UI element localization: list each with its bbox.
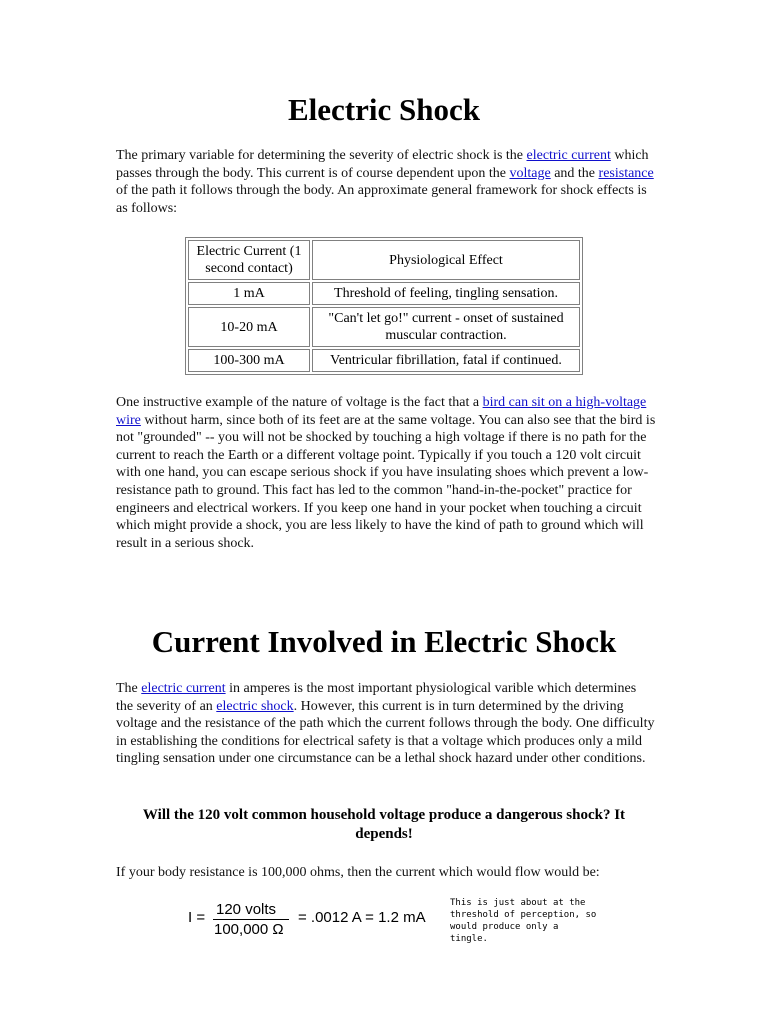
formula-numerator: 120 volts [216,901,277,918]
electric-shock-link[interactable]: electric shock [216,698,294,714]
page-title: Electric Shock [288,92,480,127]
bird-on-wire-link[interactable]: bird can sit on a high-voltage wire [116,395,647,428]
bird-example-paragraph [116,394,656,552]
formula-lhs: I = [188,909,206,926]
voltage-link[interactable]: voltage [509,165,551,181]
effect-cell: "Can't let go!" current - onset of sustained muscular contraction. [312,307,580,347]
intro-text-1: The primary variable for determining the severity of electric shock is the [116,148,527,163]
header-physiological-effect: Physiological Effect [312,240,580,280]
table-row [188,282,580,305]
fraction-bar [213,919,289,920]
current-paragraph [116,680,656,768]
table-row [188,349,580,372]
bird-text-1: One instructive example of the nature of voltage is the fact that a [116,395,483,410]
current-cell: 100-300 mA [188,349,310,372]
current-cell: 1 mA [188,282,310,305]
header-electric-current: Electric Current (1 second contact) [188,240,310,280]
intro-text-2: which passes through the body. This current is of course dependent upon the [116,148,649,181]
bird-text-2: without harm, since both of its feet are at the same voltage. You can also see that the bird is not "grounded" -- you will not be shocked by touching a high voltage if there is no path for the current to reach the Earth or a different voltage point. Typically if you touch a 120 volt circuit with one hand, you can escape serious shock if you have insulating shoes which prevent a low-resistance path to ground. This fact has led to the common "hand-in-the-pocket" practice for engineers and electrical workers. If you keep one hand in your pocket when touching a circuit which might provide a shock, you are less likely to have the kind of path to ground which will result in a serious shock. [116,412,656,551]
section-title: Current Involved in Electric Shock [151,624,617,659]
electric-current-link-2[interactable]: electric current [141,681,226,696]
formula-note: This is just about at the threshold of perception, so would produce only a tingle. [450,898,597,944]
formula-result: = .0012 A = 1.2 mA [298,909,426,926]
table-row [188,307,580,347]
intro-paragraph [116,147,656,217]
effect-cell: Ventricular fibrillation, fatal if continued. [312,349,580,372]
table-header-row [188,240,580,280]
current-text-1: The [116,681,142,696]
question-subheading: Will the 120 volt common household voltage produce a dangerous shock? It depends! [142,807,626,842]
intro-text-3: and the [550,165,599,181]
effect-cell: Threshold of feeling, tingling sensation. [312,282,580,305]
intro-text-4: of the path it follows through the body. An approximate general framework for shock effects is as follows: [116,183,647,216]
body-resistance-paragraph: If your body resistance is 100,000 ohms, then the current which would flow would be: [116,865,600,880]
current-cell: 10-20 mA [188,307,310,347]
current-text-2: in amperes is the most important physiological varible which determines the severity of an [116,681,637,714]
current-text-3: . However, this current is in turn determined by the driving voltage and the resistance of the path which the current follows through the body. One difficulty in establishing the conditions for electrical safety is that a voltage which produces only a mild tingling sensation under one circumstance can be a lethal shock hazard under other conditions. [116,698,655,767]
resistance-link[interactable]: resistance [598,165,654,181]
shock-effects-table [185,237,583,375]
formula-denominator: 100,000 Ω [214,921,284,938]
electric-current-link[interactable]: electric current [526,148,611,163]
